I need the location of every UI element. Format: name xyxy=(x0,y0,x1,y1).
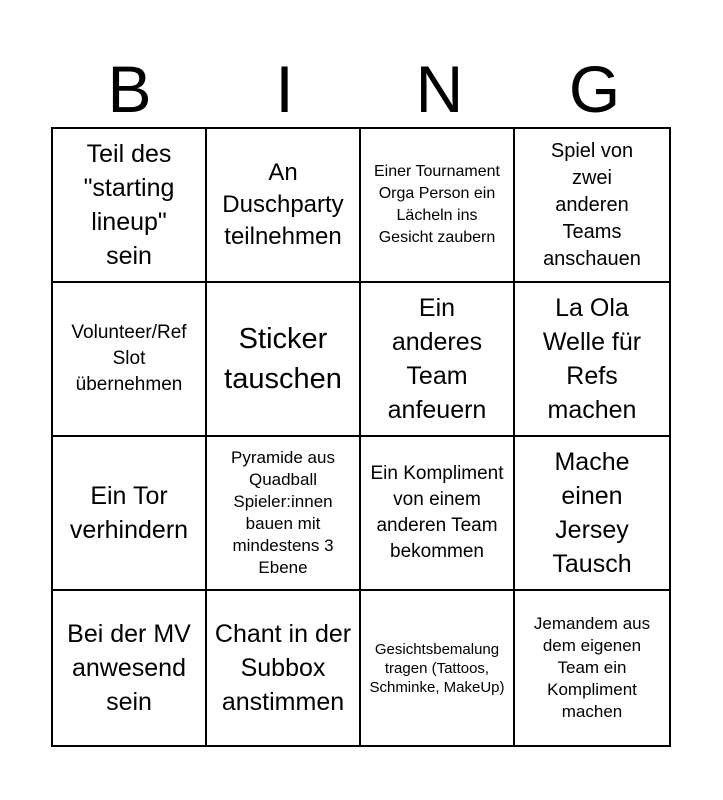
bingo-grid xyxy=(51,127,671,747)
header-letter-g: G xyxy=(568,52,621,126)
header-letter-n: N xyxy=(415,52,464,126)
bingo-cell[interactable] xyxy=(207,591,361,745)
bingo-cell[interactable] xyxy=(207,129,361,283)
cell-text: Ein Tor verhindern xyxy=(69,482,189,544)
bingo-cell[interactable] xyxy=(207,283,361,437)
cell-text: Mache einen Jersey Tausch xyxy=(552,448,632,578)
cell-text: Spiel von zwei anderen Teams anschauen xyxy=(543,139,641,270)
header-letter-i: I xyxy=(275,52,294,126)
cell-text: Ein anderes Team anfeuern xyxy=(387,294,487,424)
cell-text: An Duschparty teilnehmen xyxy=(222,159,344,250)
cell-text: Teil des "starting lineup" sein xyxy=(83,140,175,270)
cell-text: Pyramide aus Quadball Spieler:innen bauen mit mindestens 3 Ebene xyxy=(231,448,335,577)
bingo-cell[interactable] xyxy=(361,129,515,283)
bingo-header xyxy=(52,52,672,126)
bingo-cell[interactable] xyxy=(53,591,207,745)
bingo-cell[interactable] xyxy=(515,283,669,437)
cell-text: Bei der MV anwesend sein xyxy=(67,620,191,716)
cell-text: Volunteer/Ref Slot übernehmen xyxy=(71,322,187,395)
cell-text: Ein Kompliment von einem anderen Team bekommen xyxy=(370,463,504,562)
bingo-cell[interactable] xyxy=(515,129,669,283)
cell-text: Sticker tauschen xyxy=(224,323,342,395)
bingo-cell[interactable] xyxy=(53,283,207,437)
bingo-cell[interactable] xyxy=(361,591,515,745)
bingo-cell[interactable] xyxy=(515,591,669,745)
cell-text: La Ola Welle für Refs machen xyxy=(542,294,642,424)
cell-text: Gesichtsbemalung tragen (Tattoos, Schminke, MakeUp) xyxy=(369,640,505,696)
bingo-cell[interactable] xyxy=(53,437,207,591)
bingo-cell[interactable] xyxy=(53,129,207,283)
bingo-cell[interactable] xyxy=(361,283,515,437)
header-letter-b: B xyxy=(107,52,152,126)
cell-text: Jemandem aus dem eigenen Team ein Kompliment machen xyxy=(533,614,651,721)
bingo-cell[interactable] xyxy=(207,437,361,591)
cell-text: Chant in der Subbox anstimmen xyxy=(214,620,352,716)
bingo-cell[interactable] xyxy=(515,437,669,591)
bingo-cell[interactable] xyxy=(361,437,515,591)
cell-text: Einer Tournament Orga Person ein Lächeln ins Gesicht zaubern xyxy=(374,163,500,246)
